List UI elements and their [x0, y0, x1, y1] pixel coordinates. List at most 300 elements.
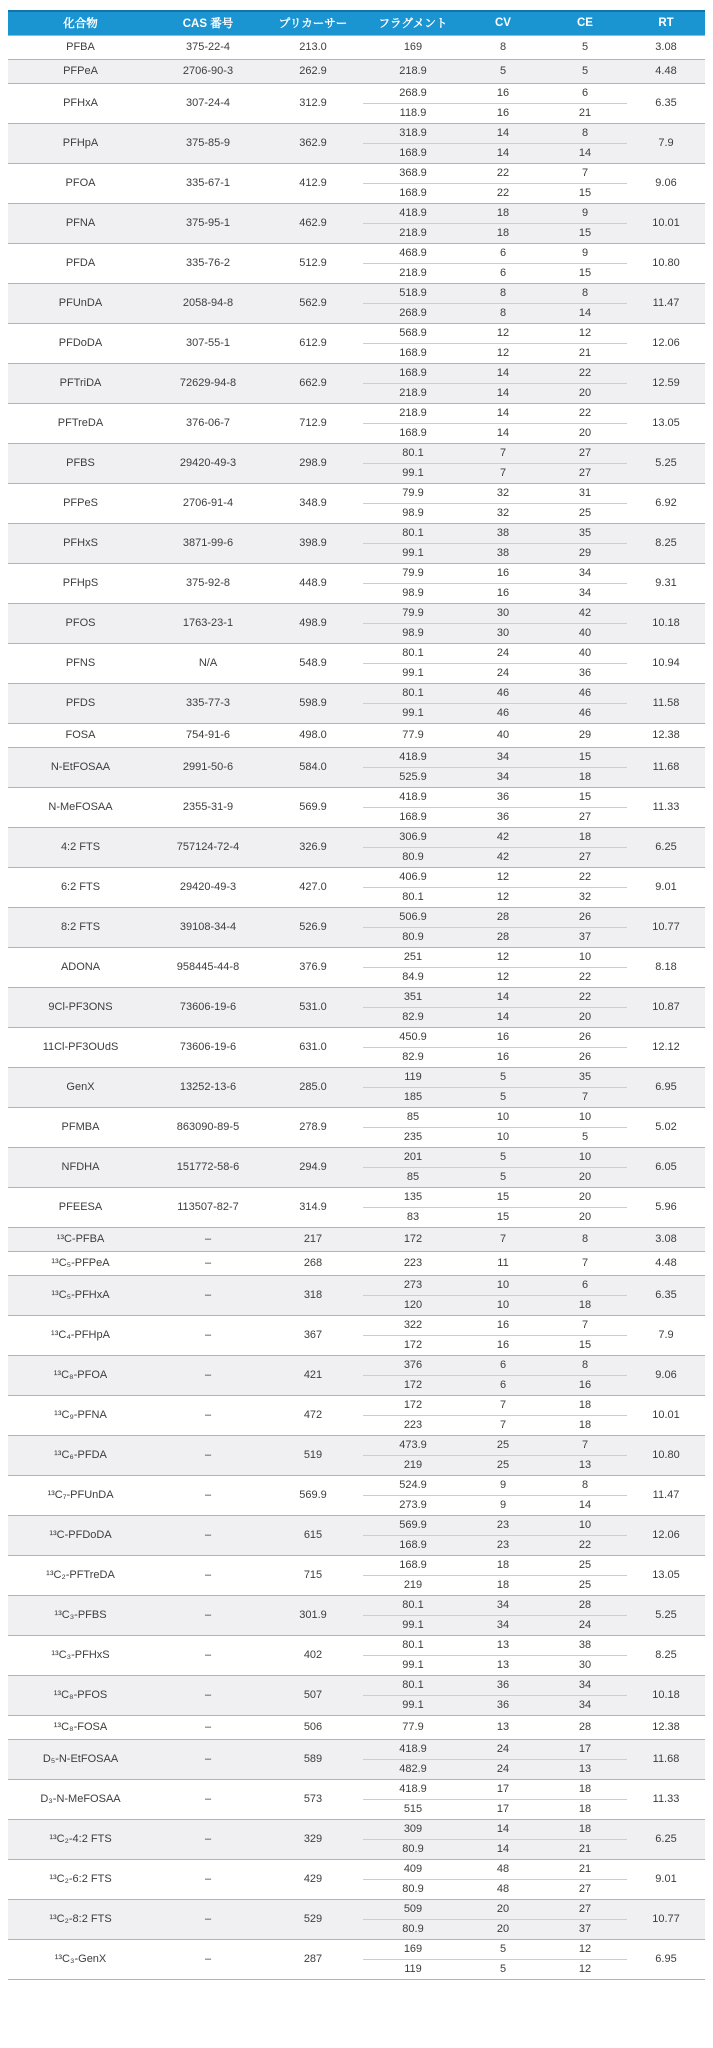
table-row — [8, 1595, 705, 1615]
ce-cell: 10 — [543, 947, 627, 967]
cas-cell: 2991-50-6 — [153, 747, 263, 787]
cv-cell: 48 — [463, 1879, 543, 1899]
precursor-cell: 448.9 — [263, 563, 363, 603]
ce-cell: 36 — [543, 663, 627, 683]
cv-cell: 25 — [463, 1455, 543, 1475]
cv-cell: 5 — [463, 1147, 543, 1167]
fragment-cell: 524.9 — [363, 1475, 463, 1495]
cas-cell: 375-22-4 — [153, 35, 263, 59]
ce-cell: 7 — [543, 1315, 627, 1335]
precursor-cell: 287 — [263, 1939, 363, 1979]
cv-cell: 7 — [463, 463, 543, 483]
precursor-cell: 598.9 — [263, 683, 363, 723]
precursor-cell: 298.9 — [263, 443, 363, 483]
cv-cell: 23 — [463, 1535, 543, 1555]
ce-cell: 7 — [543, 163, 627, 183]
cv-cell: 10 — [463, 1275, 543, 1295]
compound-cell: ¹³C₂-4:2 FTS — [8, 1819, 153, 1859]
cas-cell: – — [153, 1555, 263, 1595]
precursor-cell: 548.9 — [263, 643, 363, 683]
table-row — [8, 35, 705, 59]
precursor-cell: 362.9 — [263, 123, 363, 163]
rt-cell: 11.47 — [627, 283, 705, 323]
compound-cell: PFDS — [8, 683, 153, 723]
cv-cell: 5 — [463, 59, 543, 83]
fragment-cell: 218.9 — [363, 403, 463, 423]
fragment-cell: 84.9 — [363, 967, 463, 987]
cas-cell: 2706-90-3 — [153, 59, 263, 83]
ce-cell: 18 — [543, 1779, 627, 1799]
ce-cell: 18 — [543, 1395, 627, 1415]
table-row — [8, 827, 705, 847]
table-row — [8, 243, 705, 263]
rt-cell: 4.48 — [627, 59, 705, 83]
compound-cell: ¹³C₄-PFHpA — [8, 1315, 153, 1355]
fragment-cell: 218.9 — [363, 263, 463, 283]
ce-cell: 16 — [543, 1375, 627, 1395]
cv-cell: 36 — [463, 1695, 543, 1715]
precursor-cell: 573 — [263, 1779, 363, 1819]
precursor-cell: 376.9 — [263, 947, 363, 987]
fragment-cell: 168.9 — [363, 807, 463, 827]
cv-cell: 46 — [463, 683, 543, 703]
column-header-cas: CAS 番号 — [153, 11, 263, 35]
precursor-cell: 294.9 — [263, 1147, 363, 1187]
fragment-cell: 368.9 — [363, 163, 463, 183]
compound-cell: PFHpS — [8, 563, 153, 603]
compound-cell: 4:2 FTS — [8, 827, 153, 867]
cas-cell: 863090-89-5 — [153, 1107, 263, 1147]
cv-cell: 24 — [463, 663, 543, 683]
ce-cell: 21 — [543, 1839, 627, 1859]
fragment-cell: 418.9 — [363, 1779, 463, 1799]
ce-cell: 42 — [543, 603, 627, 623]
cv-cell: 13 — [463, 1635, 543, 1655]
cv-cell: 14 — [463, 363, 543, 383]
compound-cell: FOSA — [8, 723, 153, 747]
ce-cell: 6 — [543, 1275, 627, 1295]
compound-cell: PFUnDA — [8, 283, 153, 323]
ce-cell: 27 — [543, 1899, 627, 1919]
cv-cell: 10 — [463, 1107, 543, 1127]
cv-cell: 7 — [463, 1395, 543, 1415]
cv-cell: 16 — [463, 563, 543, 583]
table-row — [8, 59, 705, 83]
ce-cell: 12 — [543, 1939, 627, 1959]
table-row — [8, 1739, 705, 1759]
cas-cell: 73606-19-6 — [153, 987, 263, 1027]
header-row — [8, 11, 705, 35]
compound-cell: ¹³C₉-PFNA — [8, 1395, 153, 1435]
cv-cell: 36 — [463, 787, 543, 807]
fragment-cell: 80.9 — [363, 1879, 463, 1899]
compound-cell: ¹³C₇-PFUnDA — [8, 1475, 153, 1515]
fragment-cell: 172 — [363, 1395, 463, 1415]
fragment-cell: 80.9 — [363, 1919, 463, 1939]
precursor-cell: 531.0 — [263, 987, 363, 1027]
cv-cell: 14 — [463, 123, 543, 143]
cv-cell: 34 — [463, 1595, 543, 1615]
fragment-cell: 450.9 — [363, 1027, 463, 1047]
fragment-cell: 406.9 — [363, 867, 463, 887]
table-row — [8, 1355, 705, 1375]
cas-cell: – — [153, 1819, 263, 1859]
table-row — [8, 747, 705, 767]
cv-cell: 15 — [463, 1187, 543, 1207]
table-row — [8, 1475, 705, 1495]
precursor-cell: 529 — [263, 1899, 363, 1939]
compound-cell: ¹³C₂-6:2 FTS — [8, 1859, 153, 1899]
cas-cell: 335-77-3 — [153, 683, 263, 723]
table-row — [8, 947, 705, 967]
compound-cell: PFDoDA — [8, 323, 153, 363]
precursor-cell: 268 — [263, 1251, 363, 1275]
cv-cell: 38 — [463, 523, 543, 543]
compound-cell: ¹³C₅-PFHxA — [8, 1275, 153, 1315]
fragment-cell: 273 — [363, 1275, 463, 1295]
rt-cell: 9.06 — [627, 163, 705, 203]
fragment-cell: 80.1 — [363, 1675, 463, 1695]
fragment-cell: 268.9 — [363, 83, 463, 103]
compound-cell: ¹³C₂-PFTreDA — [8, 1555, 153, 1595]
table-row — [8, 563, 705, 583]
cas-cell: 113507-82-7 — [153, 1187, 263, 1227]
precursor-cell: 662.9 — [263, 363, 363, 403]
fragment-cell: 99.1 — [363, 1655, 463, 1675]
ce-cell: 15 — [543, 183, 627, 203]
cv-cell: 13 — [463, 1715, 543, 1739]
compound-cell: ¹³C₃-PFBS — [8, 1595, 153, 1635]
compound-cell: ¹³C-PFBA — [8, 1227, 153, 1251]
cv-cell: 32 — [463, 483, 543, 503]
cv-cell: 5 — [463, 1167, 543, 1187]
cas-cell: 376-06-7 — [153, 403, 263, 443]
ce-cell: 22 — [543, 363, 627, 383]
rt-cell: 10.18 — [627, 603, 705, 643]
compound-cell: N-EtFOSAA — [8, 747, 153, 787]
fragment-cell: 506.9 — [363, 907, 463, 927]
cv-cell: 14 — [463, 1007, 543, 1027]
compound-cell: PFBA — [8, 35, 153, 59]
ce-cell: 29 — [543, 723, 627, 747]
cas-cell: – — [153, 1475, 263, 1515]
cv-cell: 6 — [463, 1355, 543, 1375]
table-row — [8, 363, 705, 383]
ce-cell: 13 — [543, 1455, 627, 1475]
rt-cell: 9.31 — [627, 563, 705, 603]
table-row — [8, 1107, 705, 1127]
fragment-cell: 83 — [363, 1207, 463, 1227]
cas-cell: – — [153, 1315, 263, 1355]
cv-cell: 16 — [463, 1027, 543, 1047]
table-row — [8, 1515, 705, 1535]
rt-cell: 10.18 — [627, 1675, 705, 1715]
rt-cell: 7.9 — [627, 1315, 705, 1355]
fragment-cell: 80.1 — [363, 443, 463, 463]
table-row — [8, 1635, 705, 1655]
fragment-cell: 418.9 — [363, 203, 463, 223]
table-row — [8, 867, 705, 887]
compound-cell: ¹³C-PFDoDA — [8, 1515, 153, 1555]
compound-cell: D₅-N-EtFOSAA — [8, 1739, 153, 1779]
compound-cell: ¹³C₃-PFHxS — [8, 1635, 153, 1675]
cv-cell: 24 — [463, 1739, 543, 1759]
ce-cell: 26 — [543, 1027, 627, 1047]
rt-cell: 5.96 — [627, 1187, 705, 1227]
cv-cell: 13 — [463, 1655, 543, 1675]
cas-cell: 151772-58-6 — [153, 1147, 263, 1187]
cv-cell: 5 — [463, 1939, 543, 1959]
table-row — [8, 1147, 705, 1167]
table-row — [8, 1315, 705, 1335]
table-row — [8, 83, 705, 103]
precursor-cell: 429 — [263, 1859, 363, 1899]
compound-cell: ¹³C₈-FOSA — [8, 1715, 153, 1739]
cas-cell: – — [153, 1355, 263, 1395]
column-header-precursor: プリカーサー — [263, 11, 363, 35]
ce-cell: 37 — [543, 1919, 627, 1939]
ce-cell: 38 — [543, 1635, 627, 1655]
ce-cell: 7 — [543, 1435, 627, 1455]
compound-cell: 9Cl-PF3ONS — [8, 987, 153, 1027]
fragment-cell: 98.9 — [363, 583, 463, 603]
precursor-cell: 498.9 — [263, 603, 363, 643]
fragment-cell: 322 — [363, 1315, 463, 1335]
ce-cell: 27 — [543, 847, 627, 867]
ce-cell: 26 — [543, 1047, 627, 1067]
rt-cell: 5.25 — [627, 443, 705, 483]
fragment-cell: 351 — [363, 987, 463, 1007]
cv-cell: 16 — [463, 103, 543, 123]
ce-cell: 21 — [543, 343, 627, 363]
rt-cell: 4.48 — [627, 1251, 705, 1275]
ce-cell: 30 — [543, 1655, 627, 1675]
ce-cell: 20 — [543, 423, 627, 443]
cv-cell: 9 — [463, 1495, 543, 1515]
cv-cell: 6 — [463, 263, 543, 283]
rt-cell: 8.25 — [627, 523, 705, 563]
fragment-cell: 99.1 — [363, 663, 463, 683]
compound-cell: ¹³C₈-PFOA — [8, 1355, 153, 1395]
cas-cell: 29420-49-3 — [153, 443, 263, 483]
fragment-cell: 80.1 — [363, 523, 463, 543]
ce-cell: 18 — [543, 1799, 627, 1819]
fragment-cell: 98.9 — [363, 623, 463, 643]
cas-cell: – — [153, 1275, 263, 1315]
table-row — [8, 787, 705, 807]
ce-cell: 37 — [543, 927, 627, 947]
compound-cell: PFHpA — [8, 123, 153, 163]
cv-cell: 18 — [463, 223, 543, 243]
precursor-cell: 262.9 — [263, 59, 363, 83]
fragment-cell: 80.9 — [363, 847, 463, 867]
cv-cell: 48 — [463, 1859, 543, 1879]
ce-cell: 8 — [543, 123, 627, 143]
fragment-cell: 99.1 — [363, 703, 463, 723]
ce-cell: 6 — [543, 83, 627, 103]
fragment-cell: 309 — [363, 1819, 463, 1839]
ce-cell: 12 — [543, 323, 627, 343]
ce-cell: 46 — [543, 703, 627, 723]
table-row — [8, 1187, 705, 1207]
precursor-cell: 506 — [263, 1715, 363, 1739]
rt-cell: 12.12 — [627, 1027, 705, 1067]
fragment-cell: 568.9 — [363, 323, 463, 343]
cas-cell: 375-95-1 — [153, 203, 263, 243]
precursor-cell: 278.9 — [263, 1107, 363, 1147]
ce-cell: 25 — [543, 503, 627, 523]
rt-cell: 10.77 — [627, 1899, 705, 1939]
fragment-cell: 418.9 — [363, 787, 463, 807]
cas-cell: 2706-91-4 — [153, 483, 263, 523]
ce-cell: 20 — [543, 1007, 627, 1027]
rt-cell: 5.02 — [627, 1107, 705, 1147]
rt-cell: 12.38 — [627, 1715, 705, 1739]
ce-cell: 22 — [543, 987, 627, 1007]
precursor-cell: 715 — [263, 1555, 363, 1595]
rt-cell: 6.95 — [627, 1067, 705, 1107]
table-row — [8, 723, 705, 747]
ce-cell: 35 — [543, 523, 627, 543]
fragment-cell: 169 — [363, 1939, 463, 1959]
ce-cell: 18 — [543, 767, 627, 787]
rt-cell: 10.01 — [627, 203, 705, 243]
fragment-cell: 80.1 — [363, 1595, 463, 1615]
fragment-cell: 223 — [363, 1415, 463, 1435]
cv-cell: 5 — [463, 1067, 543, 1087]
precursor-cell: 329 — [263, 1819, 363, 1859]
precursor-cell: 285.0 — [263, 1067, 363, 1107]
cv-cell: 12 — [463, 343, 543, 363]
cv-cell: 16 — [463, 583, 543, 603]
cas-cell: 375-92-8 — [153, 563, 263, 603]
cv-cell: 28 — [463, 907, 543, 927]
fragment-cell: 79.9 — [363, 483, 463, 503]
cas-cell: 39108-34-4 — [153, 907, 263, 947]
ce-cell: 22 — [543, 867, 627, 887]
ce-cell: 5 — [543, 1127, 627, 1147]
ce-cell: 31 — [543, 483, 627, 503]
rt-cell: 3.08 — [627, 1227, 705, 1251]
cas-cell: – — [153, 1779, 263, 1819]
rt-cell: 13.05 — [627, 403, 705, 443]
rt-cell: 11.47 — [627, 1475, 705, 1515]
fragment-cell: 135 — [363, 1187, 463, 1207]
cv-cell: 5 — [463, 1087, 543, 1107]
fragment-cell: 99.1 — [363, 1695, 463, 1715]
precursor-cell: 584.0 — [263, 747, 363, 787]
table-row — [8, 203, 705, 223]
fragment-cell: 168.9 — [363, 143, 463, 163]
cv-cell: 12 — [463, 887, 543, 907]
rt-cell: 9.01 — [627, 1859, 705, 1899]
cv-cell: 25 — [463, 1435, 543, 1455]
compound-cell: 11Cl-PF3OUdS — [8, 1027, 153, 1067]
fragment-cell: 268.9 — [363, 303, 463, 323]
ce-cell: 25 — [543, 1555, 627, 1575]
cv-cell: 17 — [463, 1779, 543, 1799]
cv-cell: 16 — [463, 1335, 543, 1355]
compound-cell: D₃-N-MeFOSAA — [8, 1779, 153, 1819]
column-header-cv: CV — [463, 11, 543, 35]
fragment-cell: 515 — [363, 1799, 463, 1819]
table-row — [8, 1715, 705, 1739]
cas-cell: 335-76-2 — [153, 243, 263, 283]
cas-cell: – — [153, 1515, 263, 1555]
table-row — [8, 987, 705, 1007]
fragment-cell: 99.1 — [363, 543, 463, 563]
table-row — [8, 683, 705, 703]
precursor-cell: 301.9 — [263, 1595, 363, 1635]
fragment-cell: 120 — [363, 1295, 463, 1315]
compound-cell: PFDA — [8, 243, 153, 283]
cv-cell: 8 — [463, 283, 543, 303]
ce-cell: 15 — [543, 787, 627, 807]
precursor-cell: 519 — [263, 1435, 363, 1475]
precursor-cell: 217 — [263, 1227, 363, 1251]
cas-cell: – — [153, 1715, 263, 1739]
rt-cell: 12.59 — [627, 363, 705, 403]
cv-cell: 36 — [463, 807, 543, 827]
ce-cell: 18 — [543, 827, 627, 847]
cv-cell: 40 — [463, 723, 543, 747]
compound-cell: PFBS — [8, 443, 153, 483]
precursor-cell: 589 — [263, 1739, 363, 1779]
table-header — [8, 11, 705, 35]
cv-cell: 7 — [463, 443, 543, 463]
cv-cell: 10 — [463, 1127, 543, 1147]
cas-cell: 958445-44-8 — [153, 947, 263, 987]
compound-cell: PFNS — [8, 643, 153, 683]
ce-cell: 14 — [543, 303, 627, 323]
rt-cell: 6.05 — [627, 1147, 705, 1187]
cv-cell: 14 — [463, 1819, 543, 1839]
ce-cell: 34 — [543, 1675, 627, 1695]
column-header-fragment: フラグメント — [363, 11, 463, 35]
cv-cell: 36 — [463, 1675, 543, 1695]
cv-cell: 18 — [463, 1575, 543, 1595]
rt-cell: 6.95 — [627, 1939, 705, 1979]
fragment-cell: 168.9 — [363, 343, 463, 363]
cv-cell: 8 — [463, 303, 543, 323]
rt-cell: 8.18 — [627, 947, 705, 987]
ce-cell: 14 — [543, 1495, 627, 1515]
fragment-cell: 318.9 — [363, 123, 463, 143]
cv-cell: 20 — [463, 1919, 543, 1939]
fragment-cell: 409 — [363, 1859, 463, 1879]
cv-cell: 6 — [463, 243, 543, 263]
compound-cell: PFHxA — [8, 83, 153, 123]
fragment-cell: 418.9 — [363, 747, 463, 767]
cas-cell: 757124-72-4 — [153, 827, 263, 867]
rt-cell: 11.33 — [627, 787, 705, 827]
fragment-cell: 98.9 — [363, 503, 463, 523]
rt-cell: 12.06 — [627, 323, 705, 363]
fragment-cell: 376 — [363, 1355, 463, 1375]
cv-cell: 7 — [463, 1415, 543, 1435]
cas-cell: 29420-49-3 — [153, 867, 263, 907]
ce-cell: 22 — [543, 1535, 627, 1555]
cv-cell: 8 — [463, 35, 543, 59]
fragment-cell: 80.9 — [363, 927, 463, 947]
cv-cell: 10 — [463, 1295, 543, 1315]
table-row — [8, 603, 705, 623]
cas-cell: 335-67-1 — [153, 163, 263, 203]
table-row — [8, 1027, 705, 1047]
fragment-cell: 518.9 — [363, 283, 463, 303]
ce-cell: 28 — [543, 1715, 627, 1739]
cas-cell: 72629-94-8 — [153, 363, 263, 403]
